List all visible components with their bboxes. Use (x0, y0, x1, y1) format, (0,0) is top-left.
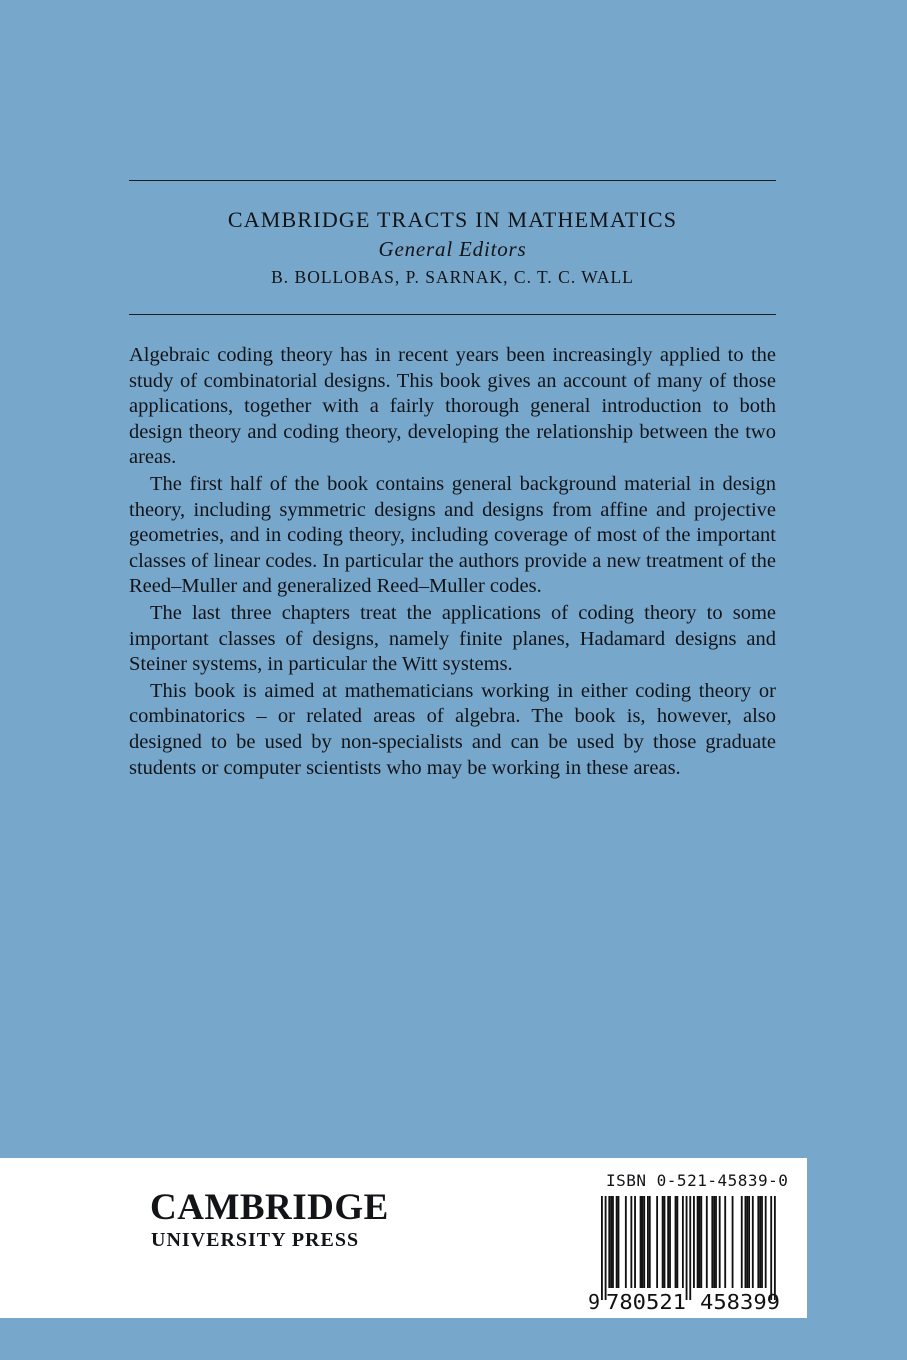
barcode (588, 1196, 788, 1312)
blurb-paragraph: Algebraic coding theory has in recent years been increasingly applied to the study of combinatorial designs. This book gives an account of many of those applications, together with a fairly thorough general introduction to both design theory and coding theory, developing the relationship between the two areas. (129, 344, 776, 469)
barcode-bar (706, 1196, 708, 1288)
blurb-paragraph: The first half of the book contains general background material in design theory, including symmetric designs and designs from affine and projective geometries, and in coding theory, including coverage of most of the important classes of linear codes. In particular the authors provide a new treatment of the Reed–Muller and generalized Reed–Muller codes. (129, 472, 776, 598)
barcode-bar (711, 1196, 713, 1288)
barcode-bar (748, 1196, 750, 1288)
middle-rule (129, 314, 776, 315)
barcode-bar (640, 1196, 642, 1288)
barcode-bar (643, 1196, 645, 1288)
barcode-bar (697, 1196, 699, 1288)
barcode-bar (664, 1196, 666, 1288)
series-block (129, 205, 776, 291)
barcode-bar (630, 1196, 632, 1288)
barcode-bar (625, 1196, 627, 1288)
barcode-bar (601, 1196, 603, 1300)
barcode-bar (675, 1196, 677, 1288)
barcode-bar (765, 1196, 767, 1288)
barcode-left-digits: 780521 (606, 1290, 686, 1312)
barcode-bar (770, 1196, 772, 1300)
publisher-name: CAMBRIDGE (150, 1187, 389, 1228)
barcode-bar (761, 1196, 763, 1288)
barcode-bar (745, 1196, 747, 1288)
barcode-bar (616, 1196, 618, 1288)
barcode-bar (610, 1196, 612, 1288)
barcode-bar (713, 1196, 715, 1288)
barcode-right-digits: 458399 (700, 1290, 780, 1312)
barcode-bar (612, 1196, 614, 1288)
barcode-bar (757, 1196, 759, 1288)
barcode-bar (686, 1196, 688, 1300)
publisher-subname: UNIVERSITY PRESS (151, 1229, 360, 1251)
barcode-bar (759, 1196, 761, 1288)
barcode-bar (676, 1196, 678, 1288)
blurb-paragraph: This book is aimed at mathematicians working in either coding theory or combinatorics – or related areas of algebra. The book is, however, also designed to be used by non-specialists and can be used by those graduate students or computer scientists who may be working in these areas. (129, 679, 776, 779)
barcode-bar (662, 1196, 664, 1288)
series-title: CAMBRIDGE TRACTS IN MATHEMATICS (227, 207, 678, 232)
barcode-bar (693, 1196, 695, 1288)
barcode-bar (634, 1196, 636, 1288)
publisher-logo (150, 1188, 389, 1252)
barcode-bar (618, 1196, 620, 1288)
barcode-bar (774, 1196, 776, 1300)
barcode-bar (649, 1196, 651, 1288)
barcode-bar (700, 1196, 702, 1288)
barcode-bar (656, 1196, 658, 1288)
top-rule (129, 180, 776, 181)
barcode-bar (746, 1196, 748, 1288)
series-editors: B. BOLLOBAS, P. SARNAK, C. T. C. WALL (271, 267, 634, 287)
barcode-bar (699, 1196, 701, 1288)
barcode-bar (741, 1196, 743, 1288)
footer-panel (0, 1158, 807, 1318)
barcode-bar (732, 1196, 734, 1288)
barcode-bar (715, 1196, 717, 1288)
barcode-bar (689, 1196, 691, 1300)
barcode-bars (601, 1196, 776, 1300)
barcode-bar (719, 1196, 721, 1288)
barcode-bar (667, 1196, 669, 1288)
barcode-bar (608, 1196, 610, 1288)
barcode-bar (724, 1196, 726, 1288)
barcode-bar (641, 1196, 643, 1288)
barcode-bar (682, 1196, 684, 1288)
barcode-bar (647, 1196, 649, 1288)
blurb-paragraph: The last three chapters treat the applications of coding theory to some important classes of designs, namely finite planes, Hadamard designs and Steiner systems, in particular the Witt systems. (129, 601, 776, 676)
barcode-lead-digit: 9 (588, 1290, 601, 1312)
barcode-bar (752, 1196, 754, 1288)
barcode-bar (605, 1196, 607, 1300)
isbn-label: ISBN 0-521-45839-0 (606, 1171, 789, 1190)
blurb (129, 343, 776, 781)
barcode-bar (669, 1196, 671, 1288)
series-subtitle: General Editors (378, 237, 527, 261)
